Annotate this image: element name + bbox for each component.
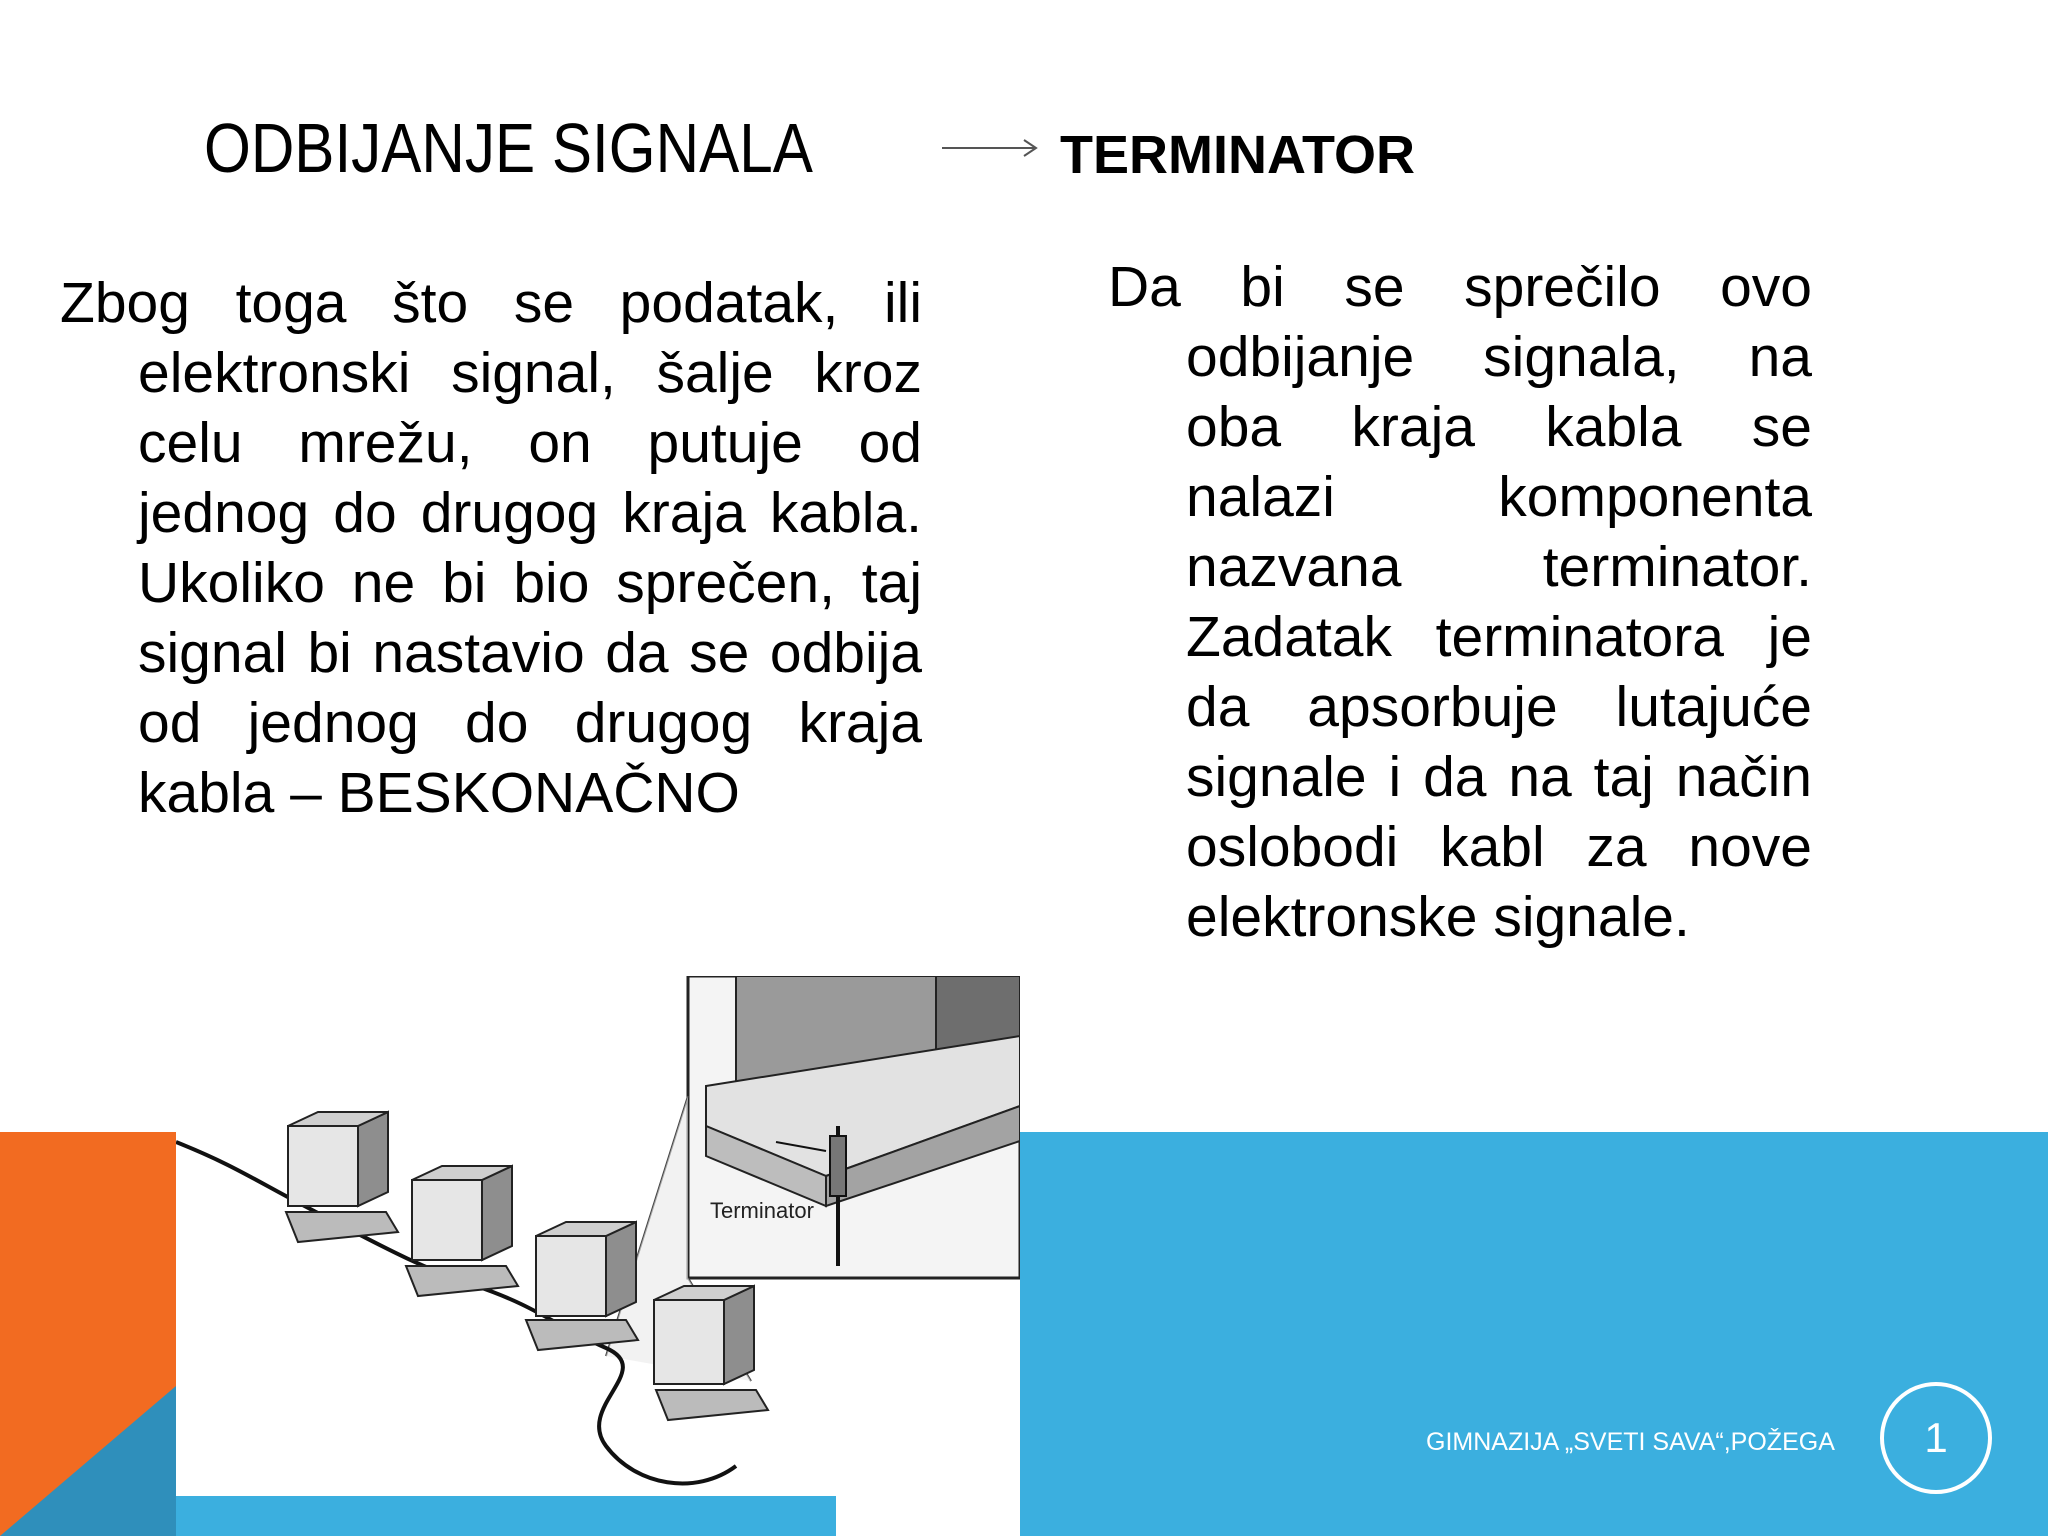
right-text-block: [1108, 252, 1812, 952]
terminator-inset-panel: [688, 976, 1020, 1278]
background-blue-strip: [176, 1494, 836, 1536]
terminator-label: Terminator: [710, 1198, 814, 1223]
computer-3: [526, 1222, 638, 1350]
arrow-right-icon: [940, 134, 1040, 162]
computer-2: [406, 1166, 518, 1296]
slide-title: ODBIJANJE SIGNALA: [204, 109, 813, 187]
left-text-block: [60, 268, 922, 828]
computer-1: [286, 1112, 398, 1242]
slide-subtitle: TERMINATOR: [1060, 125, 1415, 185]
footer-school-name: GIMNAZIJA „SVETI SAVA“,POŽEGA: [1426, 1428, 1835, 1456]
page-number: 1: [1924, 1414, 1948, 1461]
right-paragraph: Da bi se sprečilo ovo odbijanje signala, na oba kraja kabla se nalazi komponenta nazvana terminator. Zadatak terminatora je da apsorbuje lutajuće signale i da na taj način oslobodi kabl za nove elektronske signale.: [1108, 255, 1812, 949]
network-terminator-illustration: [176, 976, 1020, 1496]
computer-4: [654, 1286, 768, 1420]
left-paragraph: Zbog toga što se podatak, ili elektronski signal, šalje kroz celu mrežu, on putuje od jednog do drugog kraja kabla. Ukoliko ne bi bio sprečen, taj signal bi nastavio da se odbija od jednog do drugog kraja kabla – BESKONAČNO: [60, 271, 922, 825]
page-number-badge: [1880, 1382, 1992, 1494]
